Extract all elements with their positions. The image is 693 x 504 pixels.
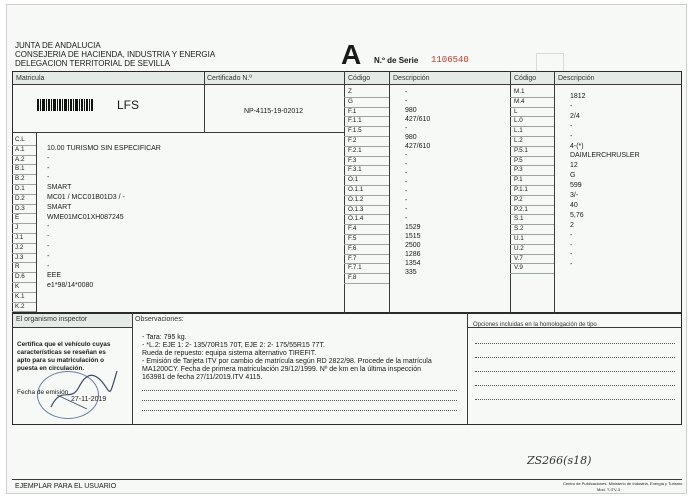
right-field-value: 2 (570, 221, 574, 229)
mid-field-code: O.1.2 (348, 195, 364, 203)
observation-line: MA1200CY. Fecha de primera matriculación 29/12/1999. Nº de km en la última inspección (142, 366, 422, 373)
col-descripcion-1: Descripción (393, 75, 430, 82)
mid-field-value: - (405, 215, 408, 222)
left-field-value: SMART (47, 184, 72, 192)
right-field-value: 12 (570, 162, 578, 170)
left-field-code: K.2 (15, 302, 25, 310)
mid-field-value: - (405, 98, 408, 105)
left-field-code: D.3 (15, 204, 25, 212)
left-field-value: - (47, 252, 50, 260)
left-field-value: 10.00 TURISMO SIN ESPECIFICAR (47, 145, 161, 152)
right-field-value: 40 (570, 201, 578, 209)
certifica-line-2: características se reseñan es (17, 349, 106, 356)
mid-field-code: F.1.5 (348, 127, 362, 135)
left-field-code: K.1 (15, 292, 25, 300)
left-field-value: e1*98/14*0080 (47, 282, 94, 290)
right-field-code: M.1 (514, 88, 525, 95)
footer-model: Mod. T-ITV-3 (597, 487, 621, 492)
right-field-code: V.7 (514, 254, 523, 262)
right-field-value: 4-(*) (570, 142, 584, 150)
right-field-code: P.2.1 (514, 205, 528, 213)
right-field-value: - (570, 102, 573, 110)
inspector-section-title: El organismo inspector (16, 316, 88, 323)
left-field-value: EEE (47, 272, 62, 280)
observation-line: Rueda de repuesto: equipa sistema alternativo TIREFIT. (142, 350, 317, 357)
right-field-value: 3/- (570, 192, 579, 199)
observation-line: - Emisión de Tarjeta ITV por cambio de matrícula según RD 2822/98. Procede de la matrícula (142, 358, 432, 365)
right-field-code: S.2 (514, 225, 524, 233)
right-field-code: L.1 (514, 127, 523, 135)
plate-suffix: LFS (117, 98, 140, 112)
vehicle-inspection-card (6, 4, 687, 494)
mid-field-code: O.1 (348, 176, 359, 184)
mid-field-code: O.1.4 (348, 215, 364, 223)
left-field-value: - (47, 233, 50, 241)
left-field-code: J.2 (15, 243, 24, 251)
opciones-title: Opciones incluidas en la homologación de tipo (473, 322, 597, 328)
left-field-code: A.1 (15, 145, 25, 153)
mid-field-value: 427/610 (405, 116, 431, 123)
mid-field-code: F.4 (348, 225, 357, 233)
left-field-code: D.6 (15, 273, 25, 281)
mid-field-value: - (405, 89, 408, 96)
mid-field-value: 1529 (405, 224, 421, 231)
mid-field-value: 980 (405, 107, 417, 114)
right-field-code: V.9 (514, 264, 523, 272)
mid-field-value: 335 (405, 269, 417, 276)
right-field-value: 1812 (570, 93, 586, 100)
right-field-code: U.1 (514, 235, 524, 242)
mid-field-code: F.1 (348, 107, 357, 115)
left-field-value: WME01MC01XH087245 (47, 213, 124, 221)
right-field-code: P.1 (514, 176, 523, 184)
fecha-label: Fecha de emisión (17, 389, 69, 396)
mid-field-code: F.3 (348, 156, 357, 164)
mid-field-value: - (405, 197, 408, 204)
col-codigo-2: Código (514, 75, 537, 82)
mid-field-code: F.3.1 (348, 166, 362, 174)
footer-publisher: Centro de Publicaciones. Ministerio de Industria, Energía y Turismo (563, 481, 683, 486)
right-field-value: - (570, 132, 573, 140)
mid-field-code: O.1.1 (348, 186, 364, 193)
right-field-code: P.5 (514, 156, 523, 164)
observation-line: - Tara: 795 kg. (142, 334, 187, 341)
fecha-value: 27-11-2019 (71, 396, 107, 403)
left-field-value: - (47, 154, 50, 162)
left-field-value: SMART (47, 203, 72, 211)
mid-field-value: - (405, 161, 408, 168)
mid-field-code: F.7.1 (348, 264, 362, 272)
region-name: JUNTA DE ANDALUCIA (15, 41, 101, 50)
col-descripcion-2: Descripción (558, 75, 595, 82)
card-type-letter: A (341, 39, 362, 70)
observation-line: - *L.2: EJE 1: 2- 135/70R15 70T, EJE 2: 2- 175/55R15 77T. (142, 342, 325, 349)
department-name: CONSEJERIA DE HACIENDA, INDUSTRIA Y ENERGIA (15, 50, 216, 59)
right-field-value: - (570, 251, 573, 259)
left-field-code: J (15, 224, 19, 232)
left-field-code: D.1 (15, 185, 25, 192)
right-field-code: P.2 (514, 195, 523, 203)
left-field-value: - (47, 243, 50, 250)
mid-field-value: 1515 (405, 233, 421, 240)
certifica-line-1: Certifica que el vehículo cuyas (17, 341, 111, 348)
mid-field-code: F.6 (348, 244, 357, 252)
observation-line: 163981 de fecha 27/11/2019.ITV 4115. (142, 374, 263, 381)
right-field-code: P.3 (514, 166, 523, 174)
serie-number: 1106540 (431, 55, 469, 65)
mid-field-code: F.2 (348, 137, 357, 144)
footer-copy-label: EJEMPLAR PARA EL USUARIO (15, 483, 117, 490)
right-field-code: P.1.1 (514, 186, 528, 193)
left-field-code: R (15, 263, 20, 271)
observaciones-title: Observaciones: (135, 316, 184, 323)
plate-barcode (37, 99, 93, 111)
mid-field-value: 2500 (405, 242, 421, 249)
right-field-code: M.4 (514, 97, 525, 105)
right-field-value: 2/4 (570, 112, 580, 120)
mid-field-value: 980 (405, 134, 417, 141)
right-field-value: 599 (570, 182, 582, 190)
mid-field-code: F.2.1 (348, 146, 362, 154)
left-field-code: J.1 (15, 234, 24, 241)
right-field-code: L.2 (514, 137, 523, 144)
left-field-value: - (47, 262, 50, 270)
left-field-code: J.3 (15, 253, 24, 261)
right-field-code: U.2 (514, 244, 524, 252)
right-field-code: S.1 (514, 215, 524, 223)
right-field-value: 5,76 (570, 211, 584, 219)
col-codigo-1: Código (348, 75, 371, 82)
left-field-code: B.1 (15, 165, 25, 173)
mid-field-code: G (348, 97, 353, 105)
left-field-value: - (47, 164, 50, 172)
left-field-code: C.L (15, 136, 25, 143)
certifica-line-3: apto para su matriculación o (17, 357, 105, 364)
certificate-number: NP-4115-19-02012 (244, 108, 304, 115)
left-field-code: A.2 (15, 155, 25, 163)
mid-field-code: F.8 (348, 274, 357, 282)
left-field-code: D.2 (15, 194, 25, 202)
mid-field-code: F.7 (348, 254, 357, 262)
right-field-value: - (570, 261, 573, 269)
left-field-code: K (15, 283, 20, 290)
left-field-code: B.2 (15, 175, 25, 183)
left-field-value: - (47, 223, 50, 231)
handwritten-note: ZS266(s18) (527, 454, 592, 467)
mid-field-value: 427/610 (405, 143, 431, 150)
right-field-value: G (570, 172, 576, 180)
mid-field-value: - (405, 152, 408, 159)
delegation-name: DELEGACION TERRITORIAL DE SEVILLA (15, 59, 171, 68)
certifica-line-4: puesta en circulación. (17, 365, 85, 372)
mid-field-value: - (405, 206, 408, 213)
mid-field-code: O.1.3 (348, 205, 364, 213)
right-field-value: - (570, 231, 573, 239)
right-field-code: L.0 (514, 117, 523, 125)
right-field-code: L (514, 107, 518, 115)
right-field-value: DAIMLERCHRUSLER (570, 152, 640, 160)
col-certificado: Certificado N.º (207, 75, 252, 82)
mid-field-code: F.5 (348, 235, 357, 242)
mid-field-code: F.1.1 (348, 117, 362, 125)
col-matricula: Matricula (16, 75, 45, 82)
right-field-value: - (570, 241, 573, 249)
mid-field-value: - (405, 125, 408, 132)
mid-field-value: 1354 (405, 260, 421, 267)
serie-label: N.º de Serie (374, 56, 419, 65)
right-field-code: P.5.1 (514, 146, 528, 154)
mid-field-value: - (405, 188, 408, 195)
left-field-value: MC01 / MCC01B01D3 / - (47, 194, 125, 201)
mid-field-value: - (405, 179, 408, 186)
mid-field-value: 1286 (405, 251, 421, 258)
left-field-code: E (15, 214, 20, 222)
right-field-value: - (570, 122, 573, 130)
mid-field-value: - (405, 170, 408, 177)
left-field-value: - (47, 174, 50, 182)
mid-field-code: Z (348, 88, 352, 95)
